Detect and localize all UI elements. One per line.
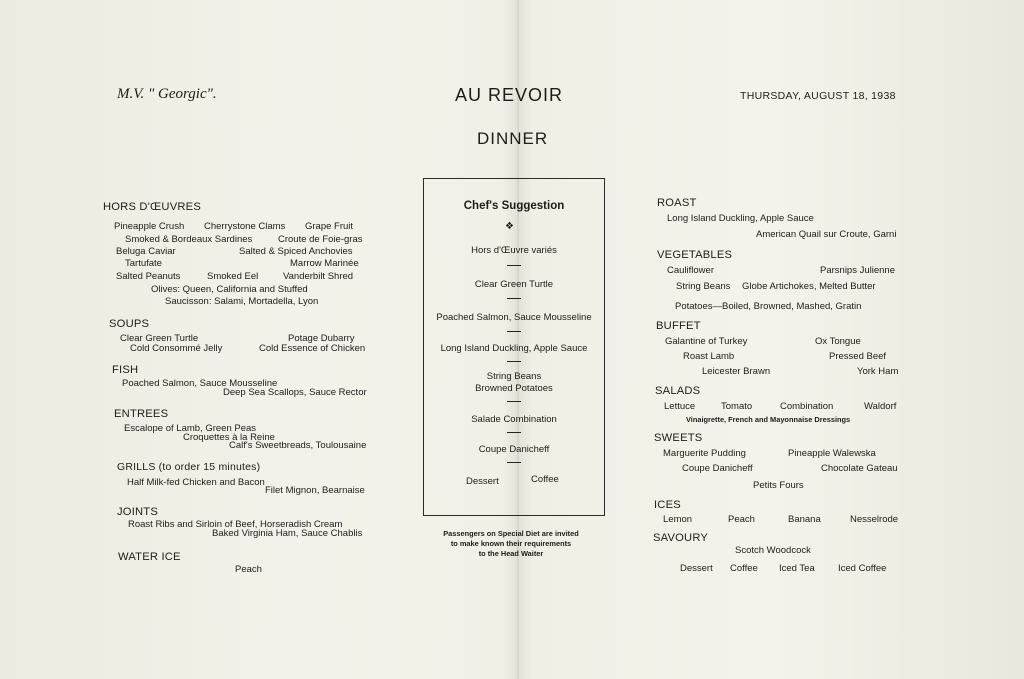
menu-item: Galantine of Turkey: [665, 336, 748, 347]
menu-item: Cold Consommé Jelly: [130, 343, 223, 354]
menu-item: Smoked & Bordeaux Sardines: [125, 234, 253, 245]
suggestion-item: Poached Salmon, Sauce Mousseline: [436, 312, 592, 323]
suggestion-item: Long Island Duckling, Apple Sauce: [440, 343, 588, 354]
menu-item: Marguerite Pudding: [663, 448, 746, 459]
suggestion-item: Browned Potatoes: [475, 383, 553, 394]
menu-item: Pressed Beef: [829, 351, 887, 362]
menu-item: Petits Fours: [753, 480, 804, 491]
menu-item: Banana: [788, 514, 821, 525]
menu-item: Potatoes—Boiled, Browned, Mashed, Gratin: [675, 301, 862, 312]
section-title-ices: ICES: [654, 499, 681, 511]
section-title-salads: SALADS: [655, 385, 701, 397]
menu-item: Clear Green Turtle: [120, 333, 199, 344]
divider: [507, 331, 521, 332]
section-title-grills: GRILLS (to order 15 minutes): [117, 461, 261, 473]
menu-item: Cherrystone Clams: [204, 221, 286, 232]
menu-item: Vanderbilt Shred: [283, 271, 354, 282]
menu-item: Peach: [728, 514, 755, 525]
section-title-entrees: ENTREES: [114, 408, 169, 420]
menu-item: Iced Coffee: [838, 563, 887, 574]
diet-note: to the Head Waiter: [478, 549, 544, 558]
section-title-vegetables: VEGETABLES: [657, 249, 733, 261]
section-title-water-ice: WATER ICE: [118, 551, 181, 563]
section-title-buffet: BUFFET: [656, 320, 701, 332]
menu-item: Peach: [235, 564, 262, 575]
menu-item: Parsnips Julienne: [820, 265, 895, 276]
menu-item: String Beans: [676, 281, 731, 292]
menu-item: Potage Dubarry: [288, 333, 355, 344]
ornament-icon: ❖: [505, 221, 514, 232]
menu-item: Pineapple Walewska: [788, 448, 876, 459]
menu-item: Marrow Marinée: [290, 258, 359, 269]
menu-item: Filet Mignon, Bearnaise: [265, 485, 365, 496]
menu-item: Calf's Sweetbreads, Toulousaine: [229, 440, 367, 451]
menu-item: Scotch Woodcock: [735, 545, 811, 556]
menu-item: Chocolate Gateau: [821, 463, 898, 474]
menu-item: Deep Sea Scallops, Sauce Rector: [223, 387, 367, 398]
menu-item: Dessert: [680, 563, 713, 574]
menu-item: Leicester Brawn: [702, 366, 771, 377]
divider: [507, 298, 521, 299]
menu-item: Roast Ribs and Sirloin of Beef, Horseradish Cream: [128, 519, 343, 530]
section-title-hors: HORS D'ŒUVRES: [103, 201, 201, 213]
menu-item: Poached Salmon, Sauce Mousseline: [122, 378, 278, 389]
menu-subtitle: DINNER: [477, 129, 549, 148]
chefs-suggestion-title: Chef's Suggestion: [463, 200, 565, 212]
menu-item: Salted Peanuts: [116, 271, 181, 282]
divider: [507, 432, 521, 433]
menu-item: American Quail sur Croute, Garni: [756, 229, 897, 240]
menu-item: Croute de Foie-gras: [278, 234, 363, 245]
section-title-sweets: SWEETS: [654, 432, 703, 444]
ship-name: M.V. " Georgic".: [117, 86, 217, 102]
menu-item: Croquettes à la Reine: [183, 432, 275, 443]
section-title-fish: FISH: [112, 364, 139, 376]
menu-item: Tomato: [721, 401, 753, 412]
menu-item: Combination: [780, 401, 834, 412]
menu-item: Waldorf: [864, 401, 897, 412]
suggestion-item: Clear Green Turtle: [474, 279, 554, 290]
menu-item: Salted & Spiced Anchovies: [239, 246, 353, 257]
menu-item: Ox Tongue: [815, 336, 861, 347]
suggestion-item: Salade Combination: [471, 414, 557, 425]
menu-date: THURSDAY, AUGUST 18, 1938: [740, 90, 896, 102]
menu-item: Long Island Duckling, Apple Sauce: [667, 213, 814, 224]
suggestion-item: Dessert: [466, 476, 499, 487]
menu-item: Globe Artichokes, Melted Butter: [742, 281, 876, 292]
menu-item: Half Milk-fed Chicken and Bacon: [127, 477, 265, 488]
menu-item: Smoked Eel: [207, 271, 259, 282]
section-title-soups: SOUPS: [109, 318, 150, 330]
menu-item: Escalope of Lamb, Green Peas: [124, 423, 257, 434]
section-title-savoury: SAVOURY: [653, 532, 709, 544]
menu-item: Tartufate: [125, 258, 162, 269]
menu-item: Coffee: [730, 563, 758, 574]
diet-note: to make known their requirements: [450, 539, 572, 548]
menu-item: Roast Lamb: [683, 351, 735, 362]
menu-item: Grape Fruit: [305, 221, 354, 232]
menu-item: Vinaigrette, French and Mayonnaise Dressings: [686, 415, 851, 424]
menu-item: Lettuce: [664, 401, 696, 412]
menu-item: Nesselrode: [850, 514, 899, 525]
menu-item: Lemon: [663, 514, 693, 525]
suggestion-item: Coupe Danicheff: [478, 444, 550, 455]
divider: [507, 265, 521, 266]
menu-item: Pineapple Crush: [114, 221, 185, 232]
menu-item: Beluga Caviar: [116, 246, 176, 257]
suggestion-item: String Beans: [486, 371, 542, 382]
menu-item: Iced Tea: [779, 563, 815, 574]
menu-item: Saucisson: Salami, Mortadella, Lyon: [165, 296, 319, 307]
menu-title: AU REVOIR: [455, 85, 564, 105]
menu-item: Olives: Queen, California and Stuffed: [151, 284, 308, 295]
divider: [507, 462, 521, 463]
menu-item: Baked Virginia Ham, Sauce Chablis: [212, 528, 363, 539]
diet-note: Passengers on Special Diet are invited: [443, 529, 579, 538]
divider: [507, 401, 521, 402]
menu-item: Cold Essence of Chicken: [259, 343, 366, 354]
divider: [507, 361, 521, 362]
suggestion-item: Coffee: [531, 474, 559, 485]
menu-item: Cauliflower: [667, 265, 714, 276]
section-title-roast: ROAST: [657, 197, 697, 209]
menu-item: York Ham: [857, 366, 899, 377]
suggestion-item: Hors d'Œuvre variés: [471, 245, 557, 256]
section-title-joints: JOINTS: [117, 506, 158, 518]
menu-item: Coupe Danicheff: [682, 463, 753, 474]
